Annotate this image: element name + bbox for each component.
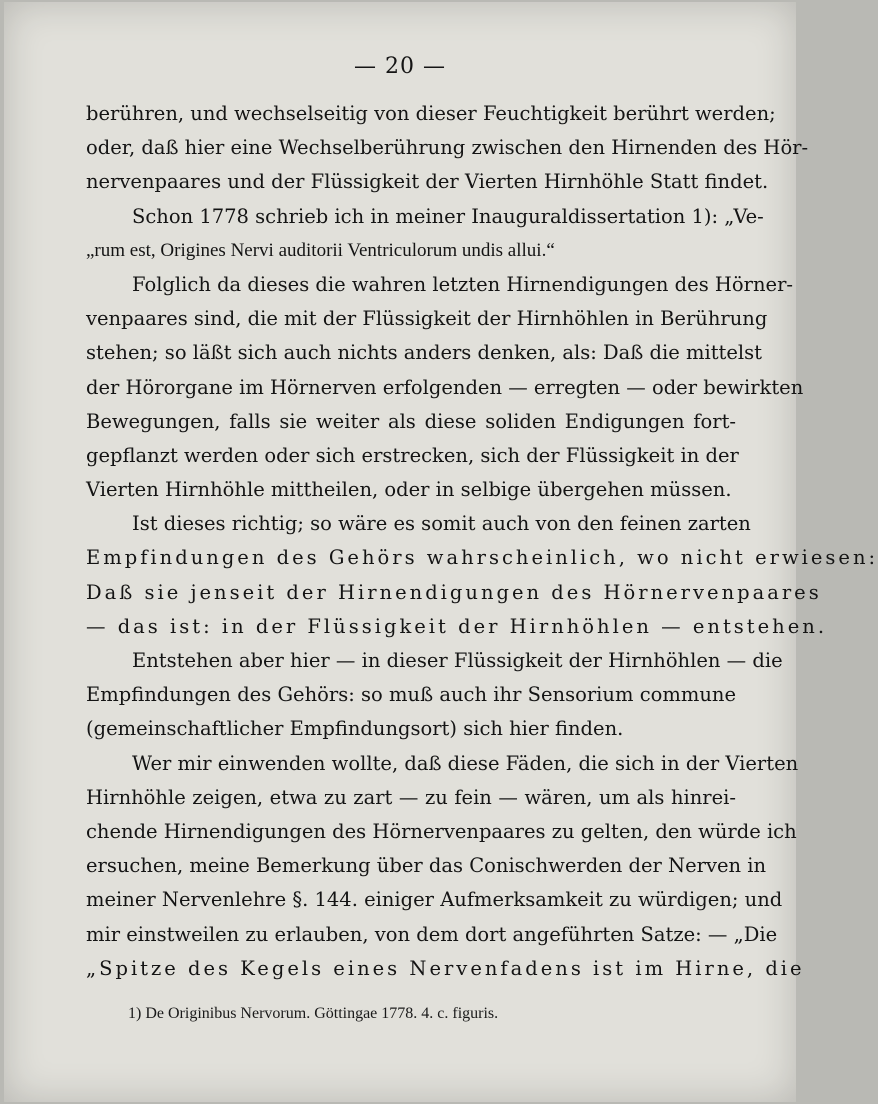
text-line: chende Hirnendigungen des Hörnervenpaares zu gelten, den würde ich [86, 819, 797, 843]
text-line: Ist dieses richtig; so wäre es somit auch von den feinen zarten [132, 512, 751, 536]
page-number: — 20 — [354, 54, 446, 79]
text-line: nervenpaares und der Flüssigkeit der Vierten Hirnhöhle Statt findet. [86, 170, 769, 194]
body-text [86, 97, 878, 986]
text-line: ersuchen, meine Bemerkung über das Conischwerden der Nerven in [86, 854, 767, 878]
text-line: Vierten Hirnhöhle mittheilen, oder in selbige übergehen müssen. [86, 478, 732, 502]
text-line: venpaares sind, die mit der Flüssigkeit der Hirnhöhlen in Berührung [86, 307, 768, 331]
footnote: 1) De Originibus Nervorum. Göttingae 1778. 4. c. figuris. [128, 1005, 499, 1022]
text-line: mir einstweilen zu erlauben, von dem dort angeführten Satze: — „Die [86, 922, 778, 946]
text-line: oder, daß hier eine Wechselberührung zwischen den Hirnenden des Hör- [86, 136, 809, 160]
text-line: der Hörorgane im Hörnerven erfolgenden — erregten — oder bewirkten [86, 375, 804, 399]
book-page [4, 2, 878, 1102]
text-line: Folglich da dieses die wahren letzten Hirnendigungen des Hörner- [132, 272, 793, 296]
text-line: Hirnhöhle zeigen, etwa zu zart — zu fein — wären, um als hinrei- [86, 785, 736, 809]
text-line: Bewegungen, falls sie weiter als diese soliden Endigungen fort- [86, 409, 736, 433]
text-line: Wer mir einwenden wollte, daß diese Fäden, die sich in der Vierten [132, 751, 799, 775]
text-line: (gemeinschaftlicher Empfindungsort) sich hier finden. [86, 717, 624, 741]
text-line: gepflanzt werden oder sich erstrecken, sich der Flüssigkeit in der [86, 443, 739, 467]
text-line: „Spitze des Kegels eines Nervenfadens ist im Hirne, die [86, 956, 805, 980]
text-line: „rum est, Origines Nervi auditorii Ventriculorum undis allui.“ [86, 239, 555, 261]
text-line: stehen; so läßt sich auch nichts anders denken, als: Daß die mittelst [86, 341, 763, 365]
text-line: Empfindungen des Gehörs wahrscheinlich, wo nicht erwiesen: [86, 546, 878, 570]
text-line: berühren, und wechselseitig von dieser Feuchtigkeit berührt werden; [86, 102, 776, 125]
text-line: Daß sie jenseit der Hirnendigungen des Hörnervenpaares [86, 580, 822, 604]
text-line: meiner Nervenlehre §. 144. einiger Aufmerksamkeit zu würdigen; und [86, 888, 783, 912]
text-line: Empfindungen des Gehörs: so muß auch ihr Sensorium commune [86, 683, 736, 707]
text-line: — das ist: in der Flüssigkeit der Hirnhöhlen — entstehen. [86, 614, 828, 638]
text-line: Schon 1778 schrieb ich in meiner Inauguraldissertation 1): „Ve- [132, 204, 764, 228]
text-line: Entstehen aber hier — in dieser Flüssigkeit der Hirnhöhlen — die [132, 649, 783, 672]
